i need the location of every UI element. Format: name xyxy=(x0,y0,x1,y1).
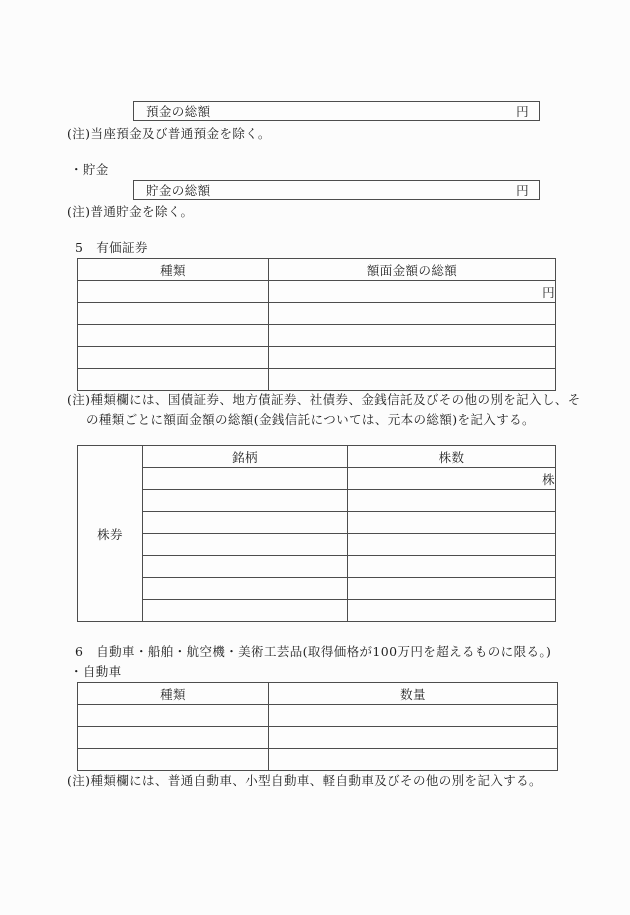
table-row xyxy=(78,578,556,600)
stocks-brand-cell xyxy=(143,578,348,600)
securities-type-cell xyxy=(78,325,269,347)
securities-amount-cell xyxy=(269,325,556,347)
securities-header-row xyxy=(78,259,556,281)
savings-yen-unit: 円 xyxy=(516,183,529,198)
securities-type-column-header: 種類 xyxy=(78,259,269,281)
securities-amount-cell xyxy=(269,369,556,391)
stocks-row-header: 株券 xyxy=(78,446,143,622)
vehicles-quantity-cell xyxy=(269,727,558,749)
vehicles-quantity-column-header: 数量 xyxy=(269,683,558,705)
vehicles-quantity-cell xyxy=(269,705,558,727)
stocks-brand-cell xyxy=(143,534,348,556)
stocks-brand-cell xyxy=(143,490,348,512)
stocks-count-cell xyxy=(348,490,556,512)
deposit-note: (注)当座預金及び普通預金を除く。 xyxy=(67,126,271,141)
deposit-total-label: 預金の総額 xyxy=(146,104,211,119)
securities-table xyxy=(77,258,556,391)
vehicles-section-heading: 6 自動車・船舶・航空機・美術工芸品(取得価格が100万円を超えるものに限る。) xyxy=(75,644,552,659)
securities-face-value-column-header: 額面金額の総額 xyxy=(269,259,556,281)
vehicles-header-row xyxy=(78,683,558,705)
stocks-header-row xyxy=(78,446,556,468)
deposit-yen-unit: 円 xyxy=(516,104,529,119)
stocks-table xyxy=(77,445,556,622)
stocks-count-cell xyxy=(348,512,556,534)
savings-note: (注)普通貯金を除く。 xyxy=(67,204,194,219)
savings-total-label: 貯金の総額 xyxy=(146,183,211,198)
securities-type-cell xyxy=(78,347,269,369)
securities-type-cell xyxy=(78,281,269,303)
securities-type-cell xyxy=(78,369,269,391)
table-row xyxy=(78,600,556,622)
table-row xyxy=(78,705,558,727)
stocks-brand-column-header: 銘柄 xyxy=(143,446,348,468)
table-row xyxy=(78,727,558,749)
stocks-count-cell xyxy=(348,578,556,600)
table-row xyxy=(78,556,556,578)
table-row xyxy=(78,325,556,347)
table-row xyxy=(78,512,556,534)
stocks-share-unit-cell: 株 xyxy=(348,468,556,490)
stocks-count-cell xyxy=(348,600,556,622)
stocks-brand-cell xyxy=(143,468,348,490)
securities-section-heading: 5 有価証券 xyxy=(75,240,148,255)
vehicles-type-column-header: 種類 xyxy=(78,683,269,705)
savings-total-box xyxy=(133,180,540,200)
automobile-subheading: ・自動車 xyxy=(70,664,122,679)
savings-heading: ・貯金 xyxy=(70,162,109,177)
securities-note-line2: の種類ごとに額面金額の総額(金銭信託については、元本の総額)を記入する。 xyxy=(86,412,535,427)
stocks-share-count-column-header: 株数 xyxy=(348,446,556,468)
table-row xyxy=(78,490,556,512)
stocks-brand-cell xyxy=(143,600,348,622)
table-row xyxy=(78,534,556,556)
table-row xyxy=(78,303,556,325)
securities-amount-cell xyxy=(269,347,556,369)
stocks-brand-cell xyxy=(143,512,348,534)
vehicles-note: (注)種類欄には、普通自動車、小型自動車、軽自動車及びその他の別を記入する。 xyxy=(67,773,542,788)
vehicles-table xyxy=(77,682,558,771)
vehicles-quantity-cell xyxy=(269,749,558,771)
vehicles-type-cell xyxy=(78,705,269,727)
deposit-total-box xyxy=(133,101,540,121)
stocks-count-cell xyxy=(348,534,556,556)
securities-type-cell xyxy=(78,303,269,325)
table-row xyxy=(78,468,556,490)
table-row xyxy=(78,347,556,369)
securities-yen-unit-cell: 円 xyxy=(269,281,556,303)
stocks-brand-cell xyxy=(143,556,348,578)
vehicles-type-cell xyxy=(78,727,269,749)
securities-amount-cell xyxy=(269,303,556,325)
stocks-count-cell xyxy=(348,556,556,578)
vehicles-type-cell xyxy=(78,749,269,771)
table-row xyxy=(78,749,558,771)
securities-note-line1: (注)種類欄には、国債証券、地方債証券、社債券、金銭信託及びその他の別を記入し、そ xyxy=(67,392,581,407)
table-row xyxy=(78,369,556,391)
table-row xyxy=(78,281,556,303)
